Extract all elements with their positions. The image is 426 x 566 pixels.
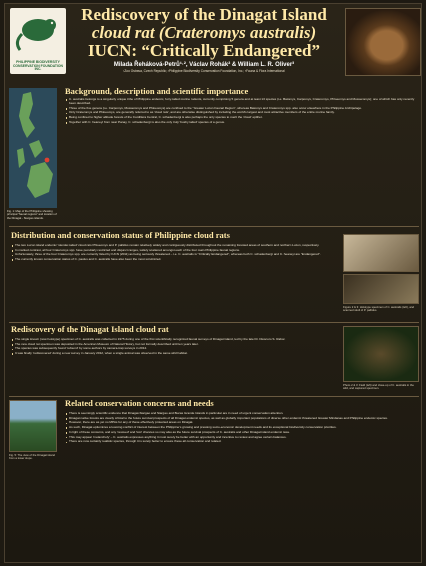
map-caption: Fig. 1: Map of the Philippine showing principal "faunal regions" and location of the Dinagat - Siargao islands.: [7, 209, 57, 220]
section-title-background: Background, description and scientific importance: [65, 86, 249, 96]
list-item: Together with C. heaneyi from near Panay, C. schadenbergi is also the only truly 'bushy tailed' species of a genus.: [65, 121, 417, 125]
figure-5-caption: Fig. 5: The view of the Dinagat island from a lower slope.: [9, 453, 55, 461]
divider: [9, 226, 419, 227]
list-item: Three of the five genera (i.e. Carpomys, Musseromys and Phloeomys) are confined to the "Greater Luzon Faunal Region", whereas Batomys and Crateromys spp. also occur elsewhere in the Philippine Archipelago.: [65, 107, 417, 111]
list-item: C. australis belongs to a singularly unique tribe of Philippine endemic, furry-tailed murine rodents, currently comprising 5 genera and at least 13 species (i.e. Batomys, Carpomys, Crateromys, Phloeomys and Musseromys); one of which has only recently been described.: [65, 98, 417, 106]
philippines-map: [9, 88, 57, 208]
rediscovery-bullets: [11, 338, 337, 357]
list-item: It was finally 'rediscovered' during a new survey in January 2012, when a single animal was observed in the same wild habitat.: [11, 352, 337, 356]
section-title-conservation: Related conservation concerns and needs: [65, 398, 214, 408]
list-item: The species was subsequently found 'refound' by some authors by camera-trap surveys in 2012.: [11, 347, 337, 351]
list-item: However, there are as yet no MPAs for any of these effectively protected areas on Dinagat.: [65, 421, 417, 425]
title-line-2: cloud rat (Crateromys australis): [91, 23, 317, 42]
section-title-rediscovery: Rediscovery of the Dinagat Island cloud rat: [11, 324, 169, 334]
list-item: In marked contrast, all four Crateromys spp. have peculiarly restricted and disjunct ranges, widely scattered amongst each of the four main Philippine faunal regions.: [11, 249, 337, 253]
poster: [4, 3, 422, 563]
list-item: The single known (now holotype) specimen of C. australis was collected in 1975 during one of the first scientifically recognized faunal surveys of Dinagat Island, led by the late Dr. Dioscoro S. Rabor.: [11, 338, 337, 342]
map-graphic: [9, 88, 57, 208]
list-item: The two Luzon island endemic 'slender-tailed' cloud rats Phloeomys and P. pallidus remain relatively widely and contiguously distributed throughout the remaining forested areas of southern and northern Luzon, respectively.: [11, 244, 337, 248]
list-item: Dinagat native forests are clearly critical to the future survival prospects of all Dinagat endemic species, as well as globally important populations of diverse other endemic threatened Greater Mindanao and Philippine endemic species.: [65, 417, 417, 421]
skull-photo: [343, 274, 419, 304]
logo-text: PHILIPPINE BIODIVERSITY CONSERVATION FOUNDATION INC.: [12, 59, 64, 72]
authors: Milada Řeháková-Petrů¹·², Václav Rohák² & William L. R. Oliver³: [113, 62, 295, 68]
cloud-rat-photo: [345, 8, 421, 76]
title-line-1: Rediscovery of the Dinagat Island: [81, 5, 327, 24]
list-item: This may appear 'melancholy' – C. australis expresses anything it must surely be better with an opportunity and incentive to review and agree certain balances.: [65, 436, 417, 440]
conservation-bullets: [65, 412, 417, 445]
list-item: There are now certainly realistic species, through it is surely better to ensure these all conservation and related.: [65, 440, 417, 444]
divider: [9, 322, 419, 323]
list-item: Unfortunately, three of the four Crateromys spp. are currently listed by IUCN (2011) as being seriously threatened – i.e. C. australis is "Critically Endangered", whereas both C. schadenbergi and C. heaneyi are "Endangered".: [11, 253, 337, 257]
divider: [9, 396, 419, 397]
pbcfi-logo: [10, 8, 66, 74]
wild-cloud-rat-photo: [343, 326, 419, 382]
holotype-specimen-photo: [343, 234, 419, 272]
list-item: The currently known conservation status of C. paulus and C. australis have also been the most scrutinized.: [11, 258, 337, 262]
section-title-distribution: Distribution and conservation status of Philippine cloud rats: [11, 230, 230, 240]
list-item: In light of these concerns, and any 'rescued' and 'lost' chances so may also as the future survival prospects of C. australis and other Dinagat island endemic taxa.: [65, 431, 417, 435]
title-line-3: IUCN: “Critically Endangered”: [87, 41, 320, 60]
list-item: Being confined to higher altitude forests of the Cordillera Central, C. schadenbergi is also perhaps the only species to merit the 'cloud' epithet.: [65, 116, 417, 120]
list-item: The new cloud rat specimen was deposited in the American Museum of Natural History, but not formally described until ten years later.: [11, 343, 337, 347]
list-item: As such, Dinagat epitomizes a looming conflict of interest between the Philippine's growing and pressing socio-economic development needs and its exceptional biodiversity conservation priorities.: [65, 426, 417, 430]
list-item: Only Crateromys and Phloeomys, are generally referred to as 'cloud rats', and are otherwise distinguished by including the world's largest and most attractive members of the entire murine family.: [65, 111, 417, 115]
photo-2-caption: Photo 2 & 3: Field (left) and close-up of C. australis in the wild, and captured specimen.: [343, 383, 414, 391]
figure-2-caption: Figure 2 & 3: Holotype specimen of C. australis (left), and scanned skull of P. pallidus.: [343, 305, 415, 313]
background-bullets: [65, 98, 417, 125]
affiliations: ¹Zoo Ostrava, Czech Republic; ²Philippine Biodiversity Conservation Foundation, Inc.; ³Fauna & Flora International: [123, 69, 285, 73]
distribution-bullets: [11, 244, 337, 263]
poster-title: [69, 6, 339, 60]
poster-header: [5, 4, 423, 82]
cloud-rat-logo-icon: [10, 8, 66, 60]
dinagat-landscape-photo: [9, 400, 57, 452]
list-item: There is seemingly scientific evidence that Dinagat-Siargao and Siargao and Bucas Grande Islands in particular are in need of urgent conservation attention.: [65, 412, 417, 416]
